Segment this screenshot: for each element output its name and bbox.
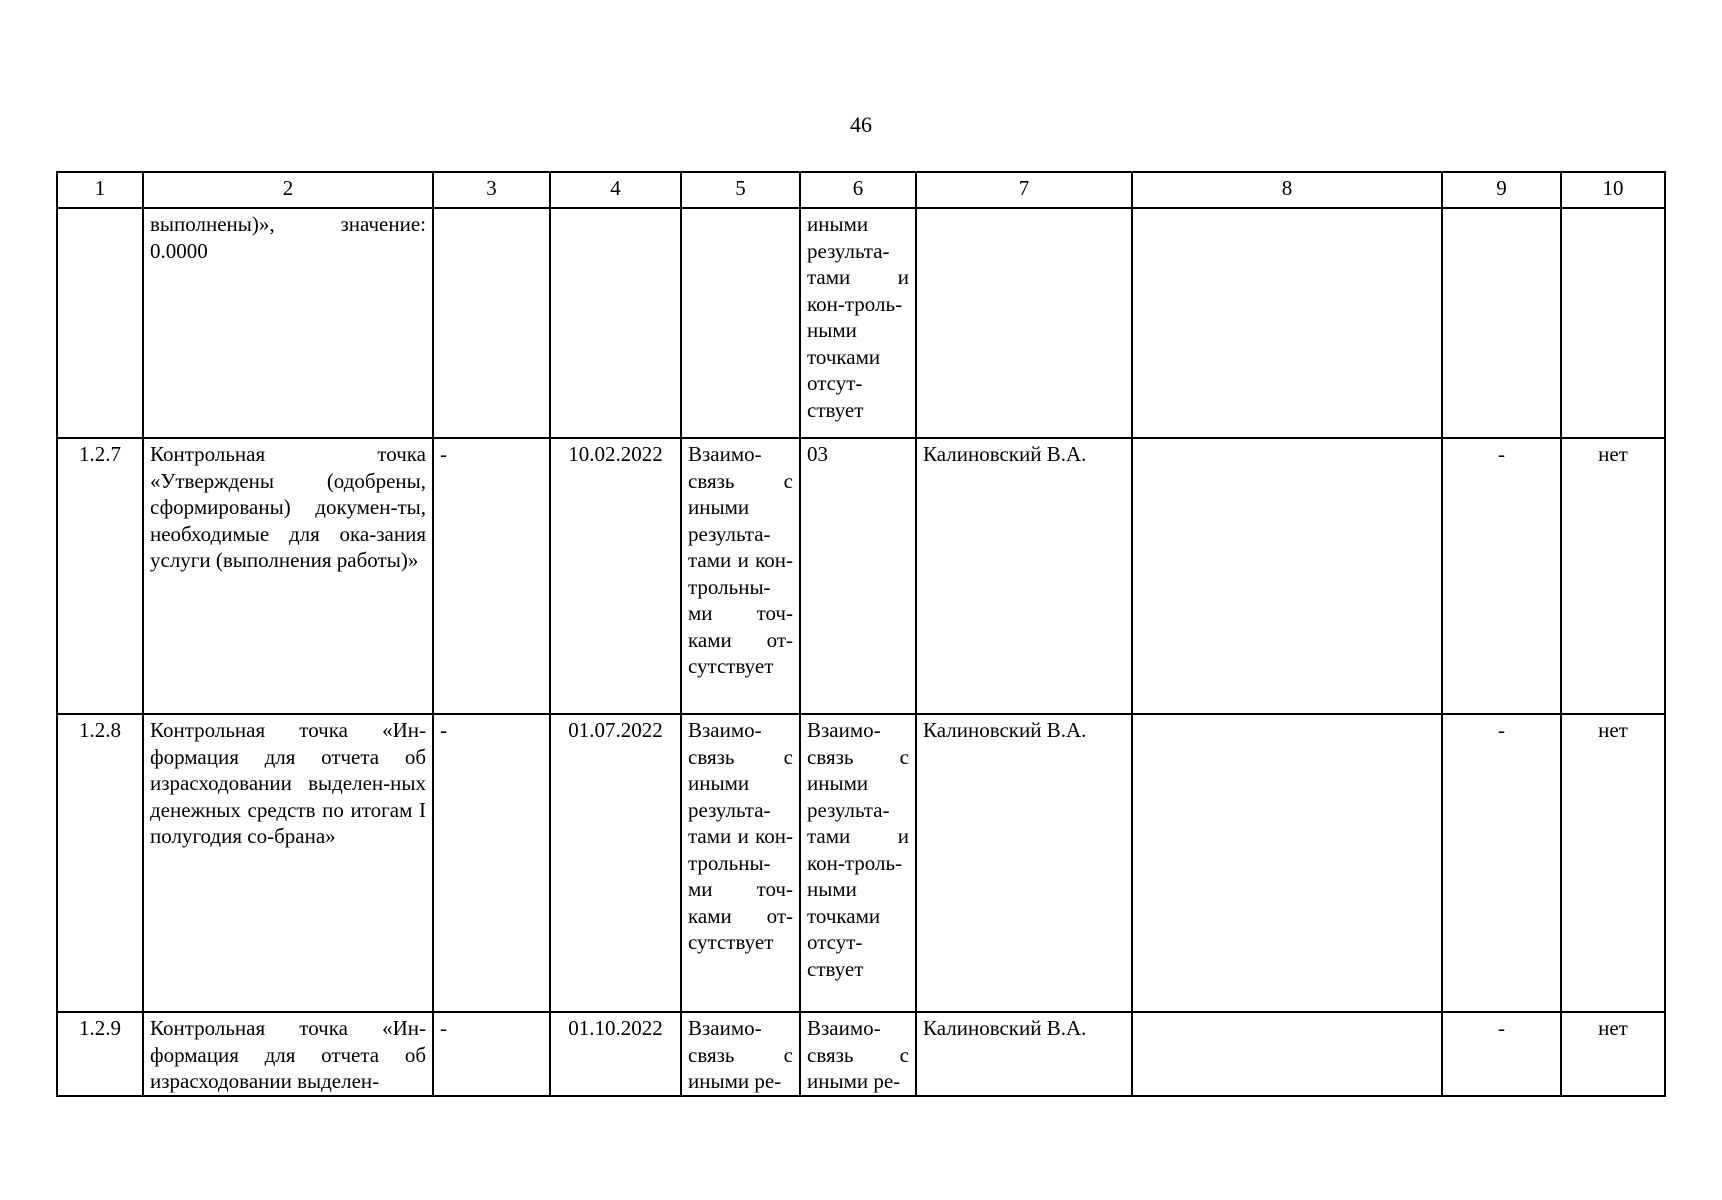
cell-date: 10.02.2022 [550,438,681,714]
document-table [56,171,1666,1097]
column-header: 2 [143,172,433,208]
cell-col6: иными результа-тами и кон-троль-ными точками отсут-ствует [800,208,916,438]
cell-col8 [1132,1012,1442,1096]
cell-col10: нет [1561,438,1665,714]
cell-col9: - [1442,438,1561,714]
cell-description: Контрольная точка «Ин-формация для отчета об израсходовании выделен- [143,1012,433,1096]
table-row [57,714,1665,1012]
column-header: 1 [57,172,143,208]
column-header: 9 [1442,172,1561,208]
cell-col9 [1442,208,1561,438]
cell-description: Контрольная точка «Утверждены (одобрены, сформированы) докумен-ты, необходимые для ока-зания услуги (выполнения работы)» [143,438,433,714]
table-row [57,1012,1665,1096]
page-number: 46 [850,112,872,137]
column-header: 8 [1132,172,1442,208]
cell-date [550,208,681,438]
cell-col5 [681,208,800,438]
cell-col10 [1561,208,1665,438]
cell-responsible: Калиновский В.А. [916,438,1132,714]
cell-col3: - [433,438,550,714]
cell-col8 [1132,714,1442,1012]
cell-date: 01.10.2022 [550,1012,681,1096]
cell-col6: 03 [800,438,916,714]
cell-description: Контрольная точка «Ин-формация для отчета об израсходовании выделен-ных денежных средств по итогам I полугодия со-брана» [143,714,433,1012]
cell-col9: - [1442,1012,1561,1096]
cell-col8 [1132,438,1442,714]
cell-responsible: Калиновский В.А. [916,714,1132,1012]
cell-description: выполнены)», значение: 0.0000 [143,208,433,438]
table-row [57,208,1665,438]
column-header: 4 [550,172,681,208]
cell-col5: Взаимо-связь с иными ре- [681,1012,800,1096]
cell-col6: Взаимо-связь с иными результа-тами и кон-троль-ными точками отсут-ствует [800,714,916,1012]
cell-col10: нет [1561,1012,1665,1096]
column-header: 7 [916,172,1132,208]
cell-col10: нет [1561,714,1665,1012]
cell-responsible: Калиновский В.А. [916,1012,1132,1096]
cell-number: 1.2.9 [57,1012,143,1096]
cell-col3 [433,208,550,438]
cell-col9: - [1442,714,1561,1012]
cell-date: 01.07.2022 [550,714,681,1012]
table-row [57,438,1665,714]
column-header: 5 [681,172,800,208]
cell-col3: - [433,1012,550,1096]
cell-responsible [916,208,1132,438]
cell-number: 1.2.7 [57,438,143,714]
table-header-row [57,172,1665,208]
cell-col8 [1132,208,1442,438]
cell-number: 1.2.8 [57,714,143,1012]
column-header: 6 [800,172,916,208]
cell-col3: - [433,714,550,1012]
column-header: 10 [1561,172,1665,208]
column-header: 3 [433,172,550,208]
cell-col6: Взаимо-связь с иными ре- [800,1012,916,1096]
cell-col5: Взаимо-связь с иными результа-тами и кон-трольны-ми точ-ками от-сутствует [681,714,800,1012]
cell-col5: Взаимо-связь с иными результа-тами и кон-трольны-ми точ-ками от-сутствует [681,438,800,714]
cell-number [57,208,143,438]
